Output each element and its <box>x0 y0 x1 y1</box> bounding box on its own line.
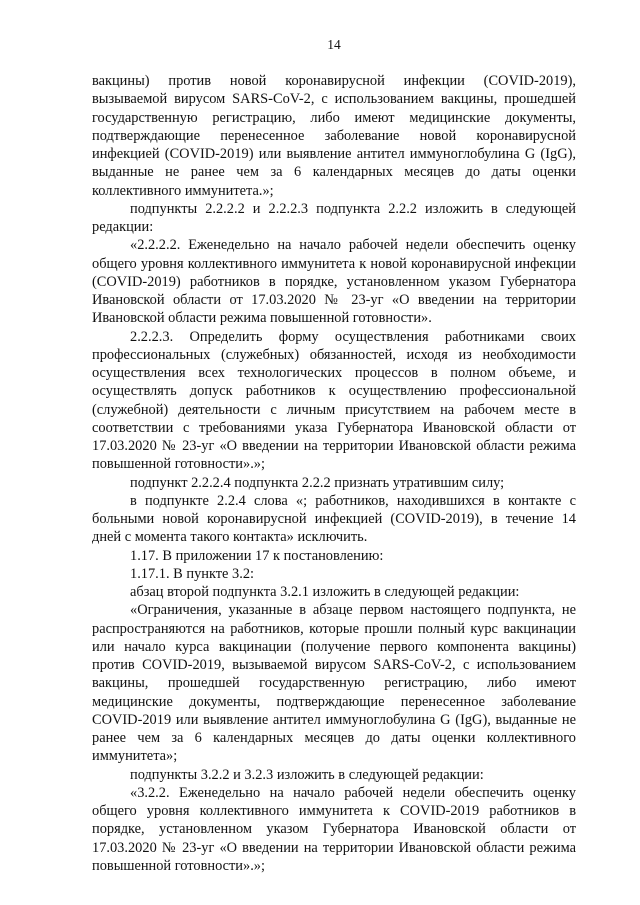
paragraph-clause-2-2-2-3: 2.2.2.3. Определить форму осуществления работниками своих профессиональных (служебных) обязанностей, исходя из необходимости осуществления всех технологических процессов в полном объеме, и осуществлять допуск работников к осуществлению профессиональной (служебной) деятельности с личным присутствием на рабочем месте в соответствии с требованиями указа Губернатора Ивановской области от 17.03.2020 № 23-уг «О введении на территории Ивановской области режима повышенной готовности».»; <box>92 328 576 473</box>
paragraph-subclauses-3-2-2-3-2-3: подпункты 3.2.2 и 3.2.3 изложить в следующей редакции: <box>130 766 484 783</box>
paragraph-restrictions-quote: «Ограничения, указанные в абзаце первом настоящего подпункта, не распространяются на работников, которые прошли полный курс вакцинации или начало курса вакцинации (получение первого компонента вакцины) против COVID-2019, вызываемой вирусом SARS-CoV-2, с использованием вакцины, прошедшей государственную регистрацию, либо имеют медицинские документы, подтверждающие перенесенное заболевание COVID-2019 или выявление антител иммуноглобулина G (IgG), выданные не ранее чем за 6 календарных месяцев до даты оценки коллективного иммунитета»; <box>92 602 576 765</box>
paragraph-paragraph-3-2-1: абзац второй подпункта 3.2.1 изложить в следующей редакции: <box>130 584 520 600</box>
paragraph-continuation: вакцины) против новой коронавирусной инфекции (COVID-2019), вызываемой вирусом SARS-CoV-2, с использованием вакцины, прошедшей государственную регистрацию, либо имеют медицинские документы, подтверждающие перенесенное заболевание новой коронавирусной инфекцией (COVID-2019) или выявление антител иммуноглобулина G (IgG), выданные не ранее чем за 6 календарных месяцев до даты оценки коллективного иммунитета.»; <box>92 73 576 199</box>
paragraph-subclauses-2-2-2: подпункты 2.2.2.2 и 2.2.2.3 подпункта 2.2.2 изложить в следующей редакции: <box>92 200 576 235</box>
paragraph-item-1-17-1: 1.17.1. В пункте 3.2: <box>130 565 255 582</box>
paragraph-clause-2-2-2-2: «2.2.2.2. Еженедельно на начало рабочей недели обеспечить оценку общего уровня коллективного иммунитета к новой коронавирусной инфекции (COVID-2019) работников в порядке, установленном указом Губернатора Ивановской области от 17.03.2020 № 23-уг «О введении на территории Ивановской области режима повышенной готовности». <box>92 237 576 327</box>
document-page <box>92 36 576 875</box>
paragraph-clause-2-2-2-4: подпункт 2.2.2.4 подпункта 2.2.2 признать утратившим силу; <box>130 474 505 491</box>
paragraph-clause-3-2-2: «3.2.2. Еженедельно на начало рабочей недели обеспечить оценку общего уровня коллективного иммунитета к COVID-2019 работников в порядке, установленном указом Губернатора Ивановской области от 17.03.2020 № 23-уг «О введении на территории Ивановской области режима повышенной готовности».»; <box>92 784 576 874</box>
paragraph-item-1-17: 1.17. В приложении 17 к постановлению: <box>130 547 384 564</box>
page-number: 14 <box>327 37 341 52</box>
paragraph-clause-2-2-4: в подпункте 2.2.4 слова «; работников, находившихся в контакте с больными новой коронавирусной инфекцией (COVID-2019), в течение 14 дней с момента такого контакта» исключить. <box>92 492 576 546</box>
